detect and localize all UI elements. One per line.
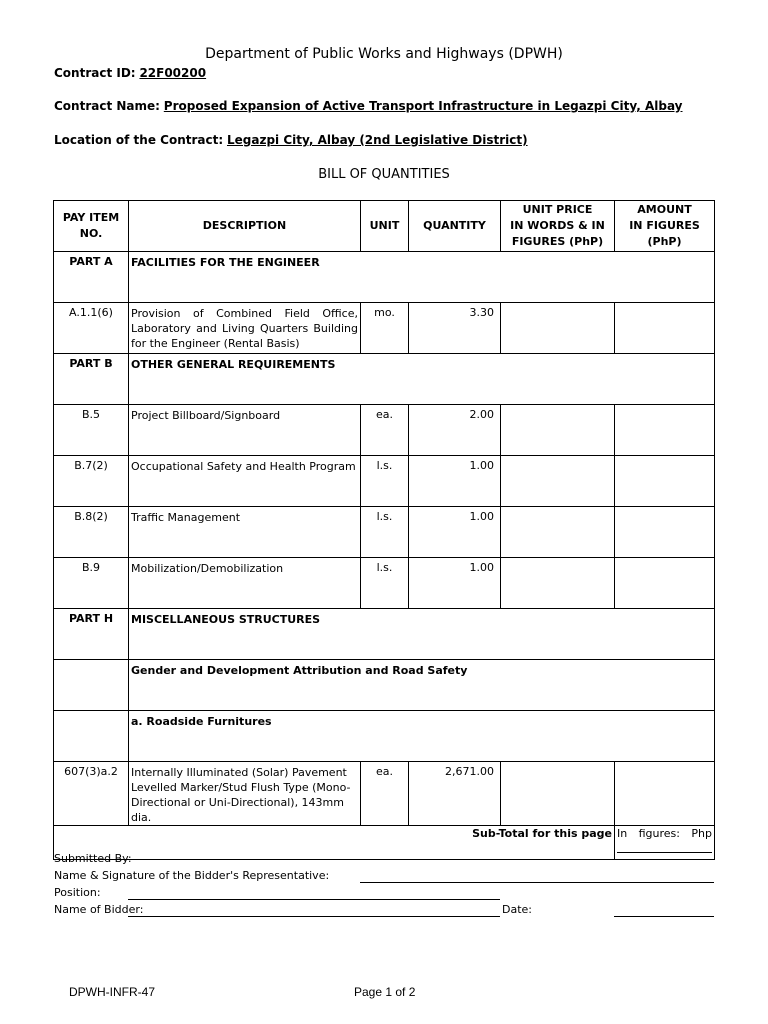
pay-item-cell: B.8(2)	[54, 507, 129, 558]
part-heading-cell: OTHER GENERAL REQUIREMENTS	[129, 354, 715, 405]
table-row-subheading	[54, 660, 715, 711]
amount-input-cell[interactable]	[615, 762, 715, 826]
name-signature-label: Name & Signature of the Bidder's Representative:	[54, 869, 330, 882]
table-row-part-b	[54, 354, 715, 405]
name-signature-field[interactable]	[360, 882, 714, 883]
pay-item-cell: 607(3)a.2	[54, 762, 129, 826]
quantity-cell: 1.00	[409, 456, 501, 507]
name-of-bidder-field[interactable]	[128, 916, 500, 917]
unit-cell: mo.	[361, 303, 409, 354]
unit-price-input-cell[interactable]	[501, 558, 615, 609]
quantity-cell: 1.00	[409, 507, 501, 558]
pay-item-cell	[54, 711, 129, 762]
table-row	[54, 558, 715, 609]
subtotal-in-figures-cell[interactable]	[615, 826, 715, 860]
unit-price-input-cell[interactable]	[501, 405, 615, 456]
amount-input-cell[interactable]	[615, 456, 715, 507]
amount-input-cell[interactable]	[615, 507, 715, 558]
table-row-part-h	[54, 609, 715, 660]
position-label: Position:	[54, 886, 101, 899]
pay-item-cell: PART A	[54, 252, 129, 303]
table-row	[54, 507, 715, 558]
contract-name-value: Proposed Expansion of Active Transport Infrastructure in Legazpi City, Albay	[163, 99, 683, 113]
table-row	[54, 405, 715, 456]
subheading-cell: Gender and Development Attribution and Road Safety	[129, 660, 715, 711]
pay-item-cell: A.1.1(6)	[54, 303, 129, 354]
unit-price-input-cell[interactable]	[501, 456, 615, 507]
table-row-subheading	[54, 711, 715, 762]
pay-item-cell	[54, 660, 129, 711]
location-line	[54, 133, 528, 147]
date-label: Date:	[502, 903, 532, 916]
amount-input-cell[interactable]	[615, 558, 715, 609]
contract-name-label: Contract Name:	[54, 99, 160, 113]
bill-of-quantities-title: BILL OF QUANTITIES	[318, 167, 450, 182]
description-cell: Traffic Management	[129, 507, 361, 558]
header-pay-item: PAY ITEM NO.	[54, 201, 129, 252]
header-amount: AMOUNT IN FIGURES (PhP)	[615, 201, 715, 252]
pay-item-cell: PART H	[54, 609, 129, 660]
unit-price-input-cell[interactable]	[501, 303, 615, 354]
date-field[interactable]	[614, 916, 714, 917]
quantity-cell: 2.00	[409, 405, 501, 456]
unit-cell: l.s.	[361, 456, 409, 507]
form-code: DPWH-INFR-47	[69, 985, 155, 999]
bill-of-quantities-table	[53, 200, 715, 860]
description-cell: Mobilization/Demobilization	[129, 558, 361, 609]
unit-price-input-cell[interactable]	[501, 507, 615, 558]
quantity-cell: 3.30	[409, 303, 501, 354]
amount-input-cell[interactable]	[615, 405, 715, 456]
position-field[interactable]	[128, 899, 500, 900]
pay-item-cell: B.9	[54, 558, 129, 609]
subtotal-amount-line	[617, 852, 712, 853]
contract-id-value: 22F00200	[139, 66, 207, 80]
table-row	[54, 303, 715, 354]
header-quantity: QUANTITY	[409, 201, 501, 252]
description-cell: Provision of Combined Field Office, Laboratory and Living Quarters Building for the Engineer (Rental Basis)	[129, 303, 361, 354]
quantity-cell: 2,671.00	[409, 762, 501, 826]
description-cell: Internally Illuminated (Solar) Pavement Levelled Marker/Stud Flush Type (Mono-Directional or Uni-Directional), 143mm dia.	[129, 762, 361, 826]
department-title: Department of Public Works and Highways (DPWH)	[205, 46, 563, 62]
table-header-row	[54, 201, 715, 252]
name-of-bidder-label: Name of Bidder:	[54, 903, 144, 916]
pay-item-cell: B.5	[54, 405, 129, 456]
amount-input-cell[interactable]	[615, 303, 715, 354]
description-cell: Occupational Safety and Health Program	[129, 456, 361, 507]
pay-item-cell: B.7(2)	[54, 456, 129, 507]
subtotal-row	[54, 826, 715, 860]
contract-id-label: Contract ID:	[54, 66, 136, 80]
in-figures-label: In figures: Php	[617, 827, 712, 840]
header-unit-price: UNIT PRICE IN WORDS & IN FIGURES (PhP)	[501, 201, 615, 252]
subtotal-label: Sub-Total for this page	[54, 826, 615, 860]
location-label: Location of the Contract:	[54, 133, 224, 147]
table-row	[54, 456, 715, 507]
contract-name-line	[54, 99, 683, 113]
submitted-by-label: Submitted By:	[54, 852, 132, 865]
part-heading-cell: MISCELLANEOUS STRUCTURES	[129, 609, 715, 660]
header-description: DESCRIPTION	[129, 201, 361, 252]
page-number: Page 1 of 2	[354, 985, 416, 999]
header-unit: UNIT	[361, 201, 409, 252]
unit-cell: l.s.	[361, 558, 409, 609]
contract-id-line	[54, 66, 206, 80]
quantity-cell: 1.00	[409, 558, 501, 609]
unit-cell: l.s.	[361, 507, 409, 558]
pay-item-cell: PART B	[54, 354, 129, 405]
unit-cell: ea.	[361, 762, 409, 826]
subheading-cell: a. Roadside Furnitures	[129, 711, 715, 762]
part-heading-cell: FACILITIES FOR THE ENGINEER	[129, 252, 715, 303]
unit-cell: ea.	[361, 405, 409, 456]
table-row-part-a	[54, 252, 715, 303]
unit-price-input-cell[interactable]	[501, 762, 615, 826]
table-row	[54, 762, 715, 826]
description-cell: Project Billboard/Signboard	[129, 405, 361, 456]
location-value: Legazpi City, Albay (2nd Legislative District)	[226, 133, 528, 147]
